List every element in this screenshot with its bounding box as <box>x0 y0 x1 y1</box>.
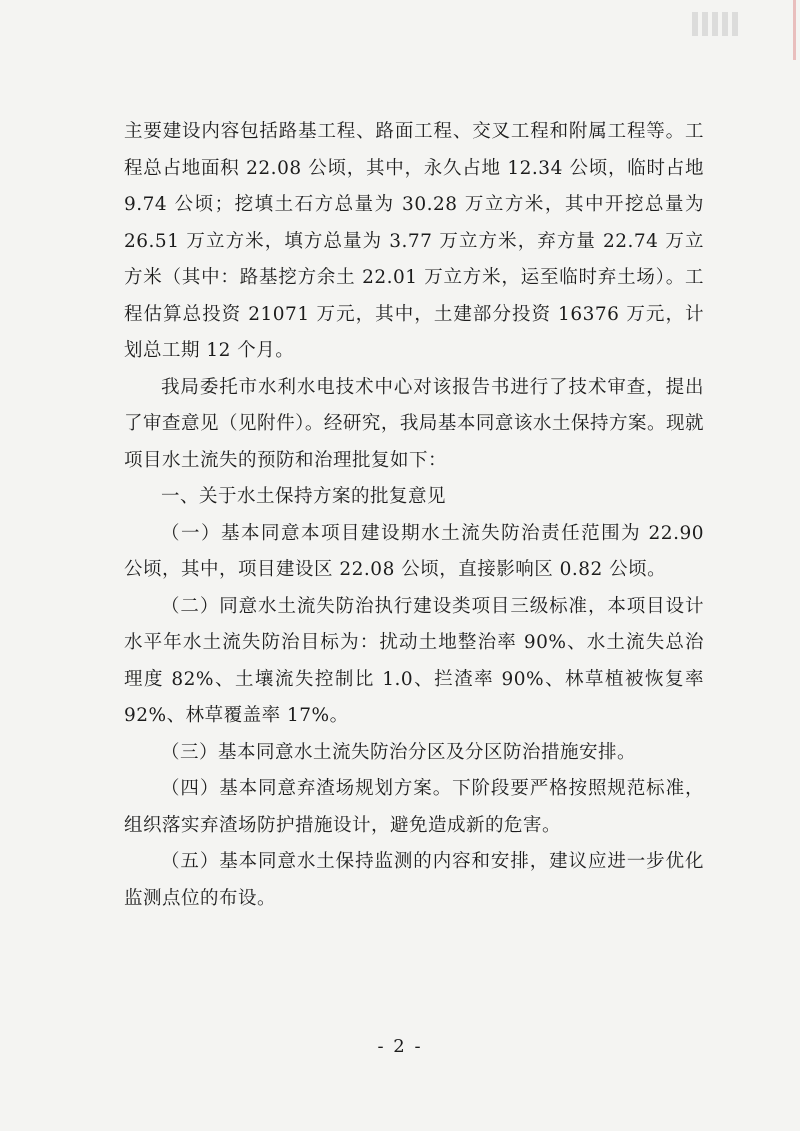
paragraph-item-3: （三）基本同意水土流失防治分区及分区防治措施安排。 <box>161 741 637 763</box>
paragraph-project-content: 主要建设内容包括路基工程、路面工程、交叉工程和附属工程等。工程总占地面积 22.08 公顷，其中，永久占地 12.34 公顷，临时占地 9.74 公顷；挖填土石方总量为 30.28 万立方米，其中开挖总量为 26.51 万立方米，填方总量为 3.77 万立方米，弃方量 22.74 万立方米（其中：路基挖方余土 22.01 万立方米，运至临时弃土场）。工程估算总投资 21071 万元，其中，土建部分投资 16376 万元，计划总工期 12 个月。 <box>124 121 704 361</box>
paragraph-review: 我局委托市水利水电技术中心对该报告书进行了技术审查，提出了审查意见（见附件）。经研究，我局基本同意该水土保持方案。现就项目水土流失的预防和治理批复如下： <box>124 376 704 471</box>
scan-edge-mark <box>793 0 796 60</box>
paragraph-item-5: （五）基本同意水土保持监测的内容和安排，建议应进一步优化监测点位的布设。 <box>124 851 704 909</box>
paragraph-item-4: （四）基本同意弃渣场规划方案。下阶段要严格按照规范标准，组织落实弃渣场防护措施设计，避免造成新的危害。 <box>124 778 704 836</box>
scan-corner-mark <box>692 12 782 42</box>
paragraph-item-1: （一）基本同意本项目建设期水土流失防治责任范围为 22.90 公顷，其中，项目建设区 22.08 公顷，直接影响区 0.82 公顷。 <box>124 522 704 580</box>
document-body <box>124 114 704 917</box>
paragraph-item-2: （二）同意水土流失防治执行建设类项目三级标准，本项目设计水平年水土流失防治目标为：扰动土地整治率 90%、水土流失总治理度 82%、土壤流失控制比 1.0、拦渣率 90%、林草植被恢复率 92%、林草覆盖率 17%。 <box>124 595 704 726</box>
page-number: - 2 - <box>377 1036 423 1057</box>
section-heading-approval: 一、关于水土保持方案的批复意见 <box>161 486 447 507</box>
